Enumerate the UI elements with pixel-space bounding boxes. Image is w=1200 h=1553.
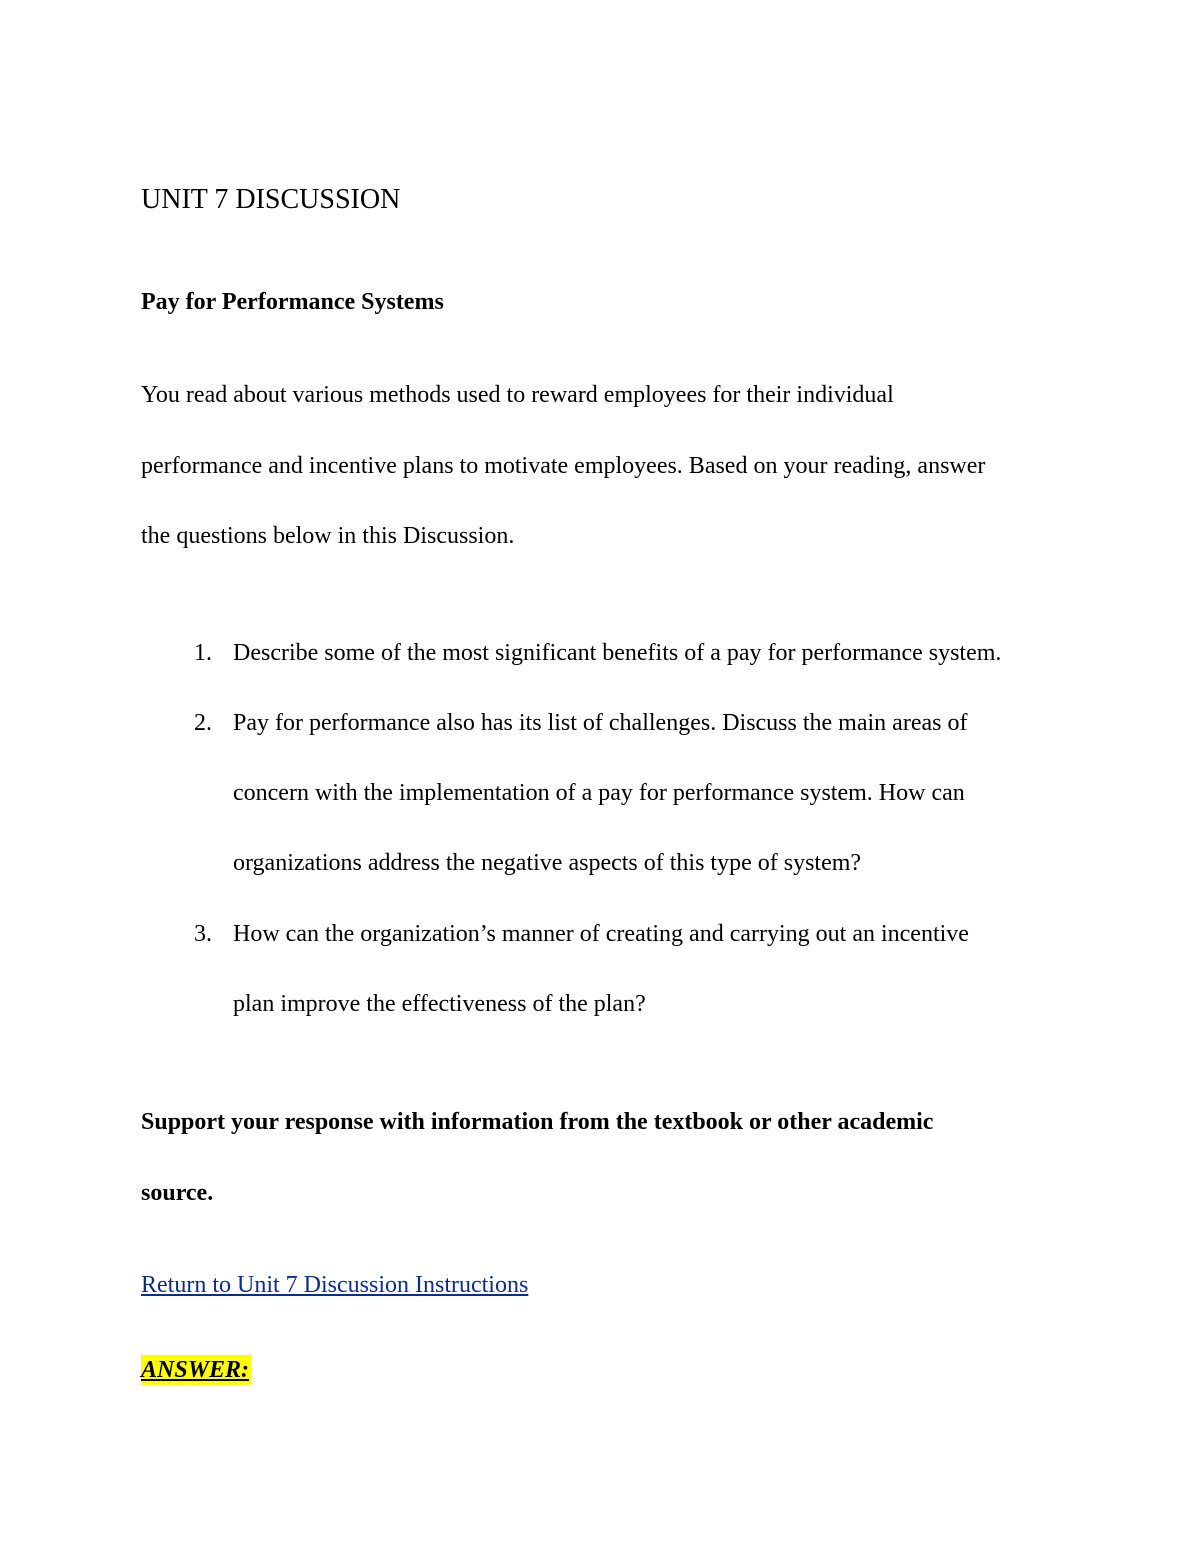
question-2-line-1: Pay for performance also has its list of challenges. Discuss the main areas of [233,710,968,736]
intro-line-2: performance and incentive plans to motivate employees. Based on your reading, answer [141,453,986,479]
intro-line-3: the questions below in this Discussion. [141,523,515,549]
question-number-3: 3. [194,921,212,947]
section-heading: Pay for Performance Systems [141,289,444,315]
document-title: UNIT 7 DISCUSSION [141,184,401,215]
intro-line-1: You read about various methods used to reward employees for their individual [141,382,894,408]
question-number-1: 1. [194,640,212,666]
return-to-instructions-link[interactable]: Return to Unit 7 Discussion Instructions [141,1272,529,1298]
question-1-line-1: Describe some of the most significant benefits of a pay for performance system. [233,640,1002,666]
question-3-line-1: How can the organization’s manner of creating and carrying out an incentive [233,921,969,947]
question-3-line-2: plan improve the effectiveness of the plan? [233,991,646,1017]
support-line-1: Support your response with information from the textbook or other academic [141,1109,934,1135]
question-2-line-3: organizations address the negative aspects of this type of system? [233,850,862,876]
question-number-2: 2. [194,710,212,736]
answer-label: ANSWER: [141,1357,250,1383]
support-line-2: source. [141,1180,214,1206]
question-2-line-2: concern with the implementation of a pay for performance system. How can [233,780,965,806]
